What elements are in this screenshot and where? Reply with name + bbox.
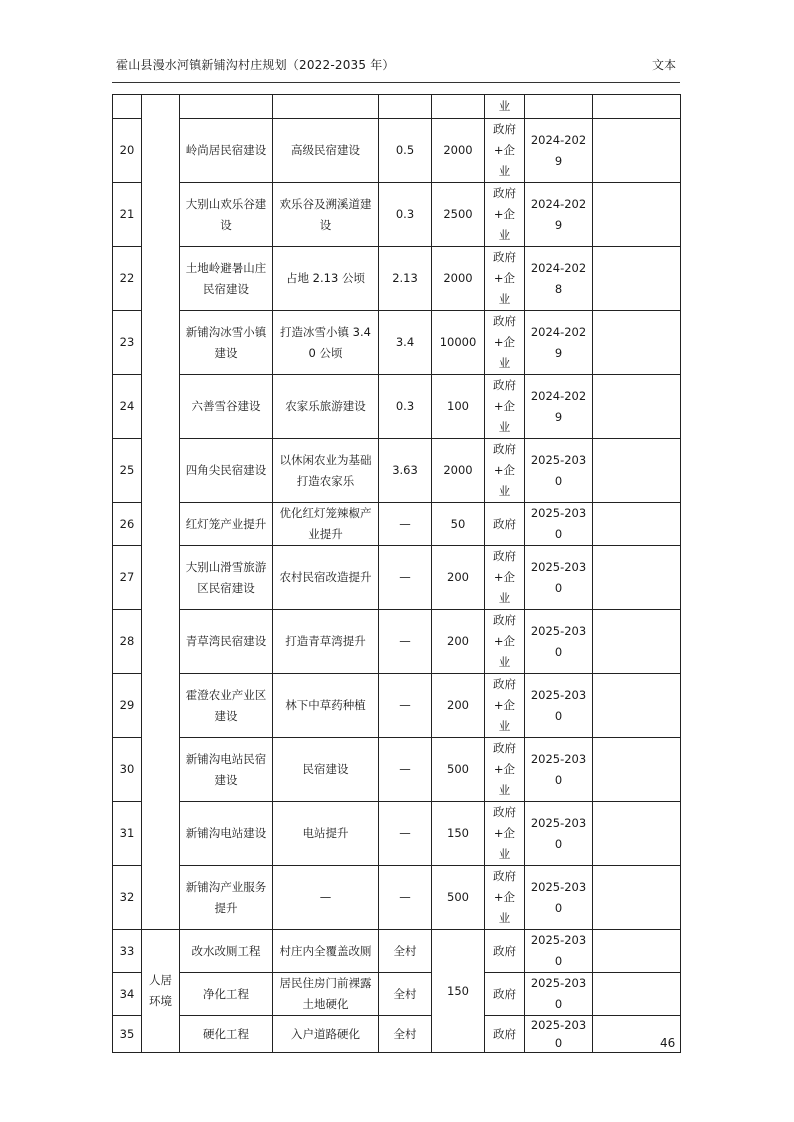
cell-area: — — [379, 802, 432, 866]
cell-period: 2025-2030 — [525, 610, 593, 674]
cell-area: 0.3 — [379, 375, 432, 439]
table-row — [113, 674, 681, 738]
cell-period — [525, 95, 593, 119]
cell-name: 土地岭避暑山庄民宿建设 — [180, 247, 273, 311]
cell-period: 2025-2030 — [525, 973, 593, 1016]
cell-area: — — [379, 674, 432, 738]
cell-period: 2025-2030 — [525, 930, 593, 973]
page-header — [112, 56, 680, 83]
cell-body: 政府+企业 — [485, 183, 525, 247]
cell-name: 改水改厕工程 — [180, 930, 273, 973]
project-table — [112, 94, 681, 1053]
cell-note — [593, 503, 681, 546]
cell-note — [593, 119, 681, 183]
cell-body: 政府+企业 — [485, 546, 525, 610]
cell-no: 21 — [113, 183, 142, 247]
cell-note — [593, 930, 681, 973]
cell-body: 政府+企业 — [485, 674, 525, 738]
cell-investment: 2000 — [432, 247, 485, 311]
cell-content: 欢乐谷及溯溪道建设 — [273, 183, 379, 247]
page-number: 46 — [660, 1036, 676, 1050]
cell-note — [593, 375, 681, 439]
cell-content: 以休闲农业为基础打造农家乐 — [273, 439, 379, 503]
cell-investment: 2000 — [432, 119, 485, 183]
cell-investment — [432, 95, 485, 119]
cell-note — [593, 610, 681, 674]
cell-content: 村庄内全覆盖改厕 — [273, 930, 379, 973]
cell-period: 2025-2030 — [525, 674, 593, 738]
cell-content: 占地 2.13 公顷 — [273, 247, 379, 311]
cell-note — [593, 183, 681, 247]
cell-body: 政府 — [485, 1016, 525, 1053]
cell-period: 2024-2028 — [525, 247, 593, 311]
cell-area — [379, 95, 432, 119]
cell-body: 业 — [485, 95, 525, 119]
table-row — [113, 311, 681, 375]
cell-name: 新铺沟电站建设 — [180, 802, 273, 866]
cell-no: 20 — [113, 119, 142, 183]
cell-name: 霍澄农业产业区建设 — [180, 674, 273, 738]
cell-area: 全村 — [379, 930, 432, 973]
cell-content — [273, 95, 379, 119]
cell-no: 28 — [113, 610, 142, 674]
cell-period: 2024-2029 — [525, 311, 593, 375]
table-row — [113, 973, 681, 1016]
cell-note — [593, 674, 681, 738]
table-row — [113, 546, 681, 610]
cell-note — [593, 546, 681, 610]
cell-no: 35 — [113, 1016, 142, 1053]
cell-investment: 100 — [432, 375, 485, 439]
cell-content: 打造冰雪小镇 3.40 公顷 — [273, 311, 379, 375]
category-cell-tourism — [142, 95, 180, 930]
cell-body: 政府 — [485, 930, 525, 973]
cell-area: 3.4 — [379, 311, 432, 375]
section-label: 文本 — [651, 58, 676, 72]
cell-name: 大别山滑雪旅游区民宿建设 — [180, 546, 273, 610]
cell-body: 政府+企业 — [485, 311, 525, 375]
cell-period: 2025-2030 — [525, 546, 593, 610]
cell-period: 2025-2030 — [525, 1016, 593, 1053]
cell-no: 26 — [113, 503, 142, 546]
cell-no: 25 — [113, 439, 142, 503]
cell-body: 政府 — [485, 503, 525, 546]
cell-period: 2024-2029 — [525, 119, 593, 183]
cell-body: 政府 — [485, 973, 525, 1016]
table-row — [113, 95, 681, 119]
cell-investment: 200 — [432, 674, 485, 738]
cell-investment: 2000 — [432, 439, 485, 503]
table-row — [113, 802, 681, 866]
cell-content: 林下中草药种植 — [273, 674, 379, 738]
cell-area: — — [379, 546, 432, 610]
cell-area: 0.3 — [379, 183, 432, 247]
cell-name: 岭尚居民宿建设 — [180, 119, 273, 183]
cell-content: 农村民宿改造提升 — [273, 546, 379, 610]
cell-period: 2025-2030 — [525, 738, 593, 802]
cell-no: 23 — [113, 311, 142, 375]
cell-no: 32 — [113, 866, 142, 930]
cell-name: 大别山欢乐谷建设 — [180, 183, 273, 247]
table-row — [113, 183, 681, 247]
cell-investment: 200 — [432, 546, 485, 610]
cell-area: 全村 — [379, 1016, 432, 1053]
cell-investment: 500 — [432, 866, 485, 930]
cell-period: 2024-2029 — [525, 183, 593, 247]
table-row — [113, 1016, 681, 1053]
cell-investment: 200 — [432, 610, 485, 674]
cell-name: 新铺沟产业服务提升 — [180, 866, 273, 930]
cell-note — [593, 738, 681, 802]
cell-no: 30 — [113, 738, 142, 802]
cell-area: — — [379, 738, 432, 802]
table-row — [113, 503, 681, 546]
cell-body: 政府+企业 — [485, 119, 525, 183]
cell-content: 居民住房门前裸露土地硬化 — [273, 973, 379, 1016]
cell-content: — — [273, 866, 379, 930]
cell-no: 34 — [113, 973, 142, 1016]
cell-area: 3.63 — [379, 439, 432, 503]
cell-content: 民宿建设 — [273, 738, 379, 802]
cell-area: 全村 — [379, 973, 432, 1016]
cell-no: 22 — [113, 247, 142, 311]
cell-no: 33 — [113, 930, 142, 973]
cell-content: 电站提升 — [273, 802, 379, 866]
document-title: 霍山县漫水河镇新铺沟村庄规划（2022-2035 年） — [116, 58, 395, 72]
table-row — [113, 119, 681, 183]
cell-no: 27 — [113, 546, 142, 610]
cell-investment: 150 — [432, 802, 485, 866]
cell-body: 政府+企业 — [485, 802, 525, 866]
cell-no: 31 — [113, 802, 142, 866]
cell-note — [593, 95, 681, 119]
table-row — [113, 866, 681, 930]
cell-note — [593, 973, 681, 1016]
cell-name: 新铺沟冰雪小镇建设 — [180, 311, 273, 375]
cell-investment: 2500 — [432, 183, 485, 247]
cell-note — [593, 311, 681, 375]
cell-note — [593, 866, 681, 930]
cell-note — [593, 439, 681, 503]
cell-investment-shared: 150 — [432, 930, 485, 1053]
cell-name: 六善雪谷建设 — [180, 375, 273, 439]
cell-area: — — [379, 503, 432, 546]
cell-area: 0.5 — [379, 119, 432, 183]
cell-body: 政府+企业 — [485, 439, 525, 503]
cell-period: 2024-2029 — [525, 375, 593, 439]
cell-body: 政府+企业 — [485, 375, 525, 439]
category-cell-living: 人居环境 — [142, 930, 180, 1053]
cell-period: 2025-2030 — [525, 866, 593, 930]
cell-period: 2025-2030 — [525, 439, 593, 503]
cell-note — [593, 802, 681, 866]
table-row — [113, 375, 681, 439]
cell-area: — — [379, 610, 432, 674]
table-row — [113, 930, 681, 973]
cell-no: 29 — [113, 674, 142, 738]
cell-area: 2.13 — [379, 247, 432, 311]
cell-body: 政府+企业 — [485, 866, 525, 930]
cell-body: 政府+企业 — [485, 738, 525, 802]
cell-no: 24 — [113, 375, 142, 439]
cell-name: 新铺沟电站民宿建设 — [180, 738, 273, 802]
cell-note — [593, 247, 681, 311]
cell-name: 净化工程 — [180, 973, 273, 1016]
cell-content: 打造青草湾提升 — [273, 610, 379, 674]
cell-investment: 50 — [432, 503, 485, 546]
cell-name: 四角尖民宿建设 — [180, 439, 273, 503]
cell-name: 硬化工程 — [180, 1016, 273, 1053]
cell-investment: 10000 — [432, 311, 485, 375]
cell-area: — — [379, 866, 432, 930]
table-row — [113, 439, 681, 503]
cell-period: 2025-2030 — [525, 802, 593, 866]
cell-no — [113, 95, 142, 119]
table-row — [113, 247, 681, 311]
cell-body: 政府+企业 — [485, 247, 525, 311]
table-row — [113, 610, 681, 674]
cell-content: 农家乐旅游建设 — [273, 375, 379, 439]
cell-content: 高级民宿建设 — [273, 119, 379, 183]
cell-name: 青草湾民宿建设 — [180, 610, 273, 674]
cell-content: 优化红灯笼辣椒产业提升 — [273, 503, 379, 546]
cell-name: 红灯笼产业提升 — [180, 503, 273, 546]
cell-body: 政府+企业 — [485, 610, 525, 674]
table-row — [113, 738, 681, 802]
cell-period: 2025-2030 — [525, 503, 593, 546]
cell-content: 入户道路硬化 — [273, 1016, 379, 1053]
cell-investment: 500 — [432, 738, 485, 802]
cell-name — [180, 95, 273, 119]
